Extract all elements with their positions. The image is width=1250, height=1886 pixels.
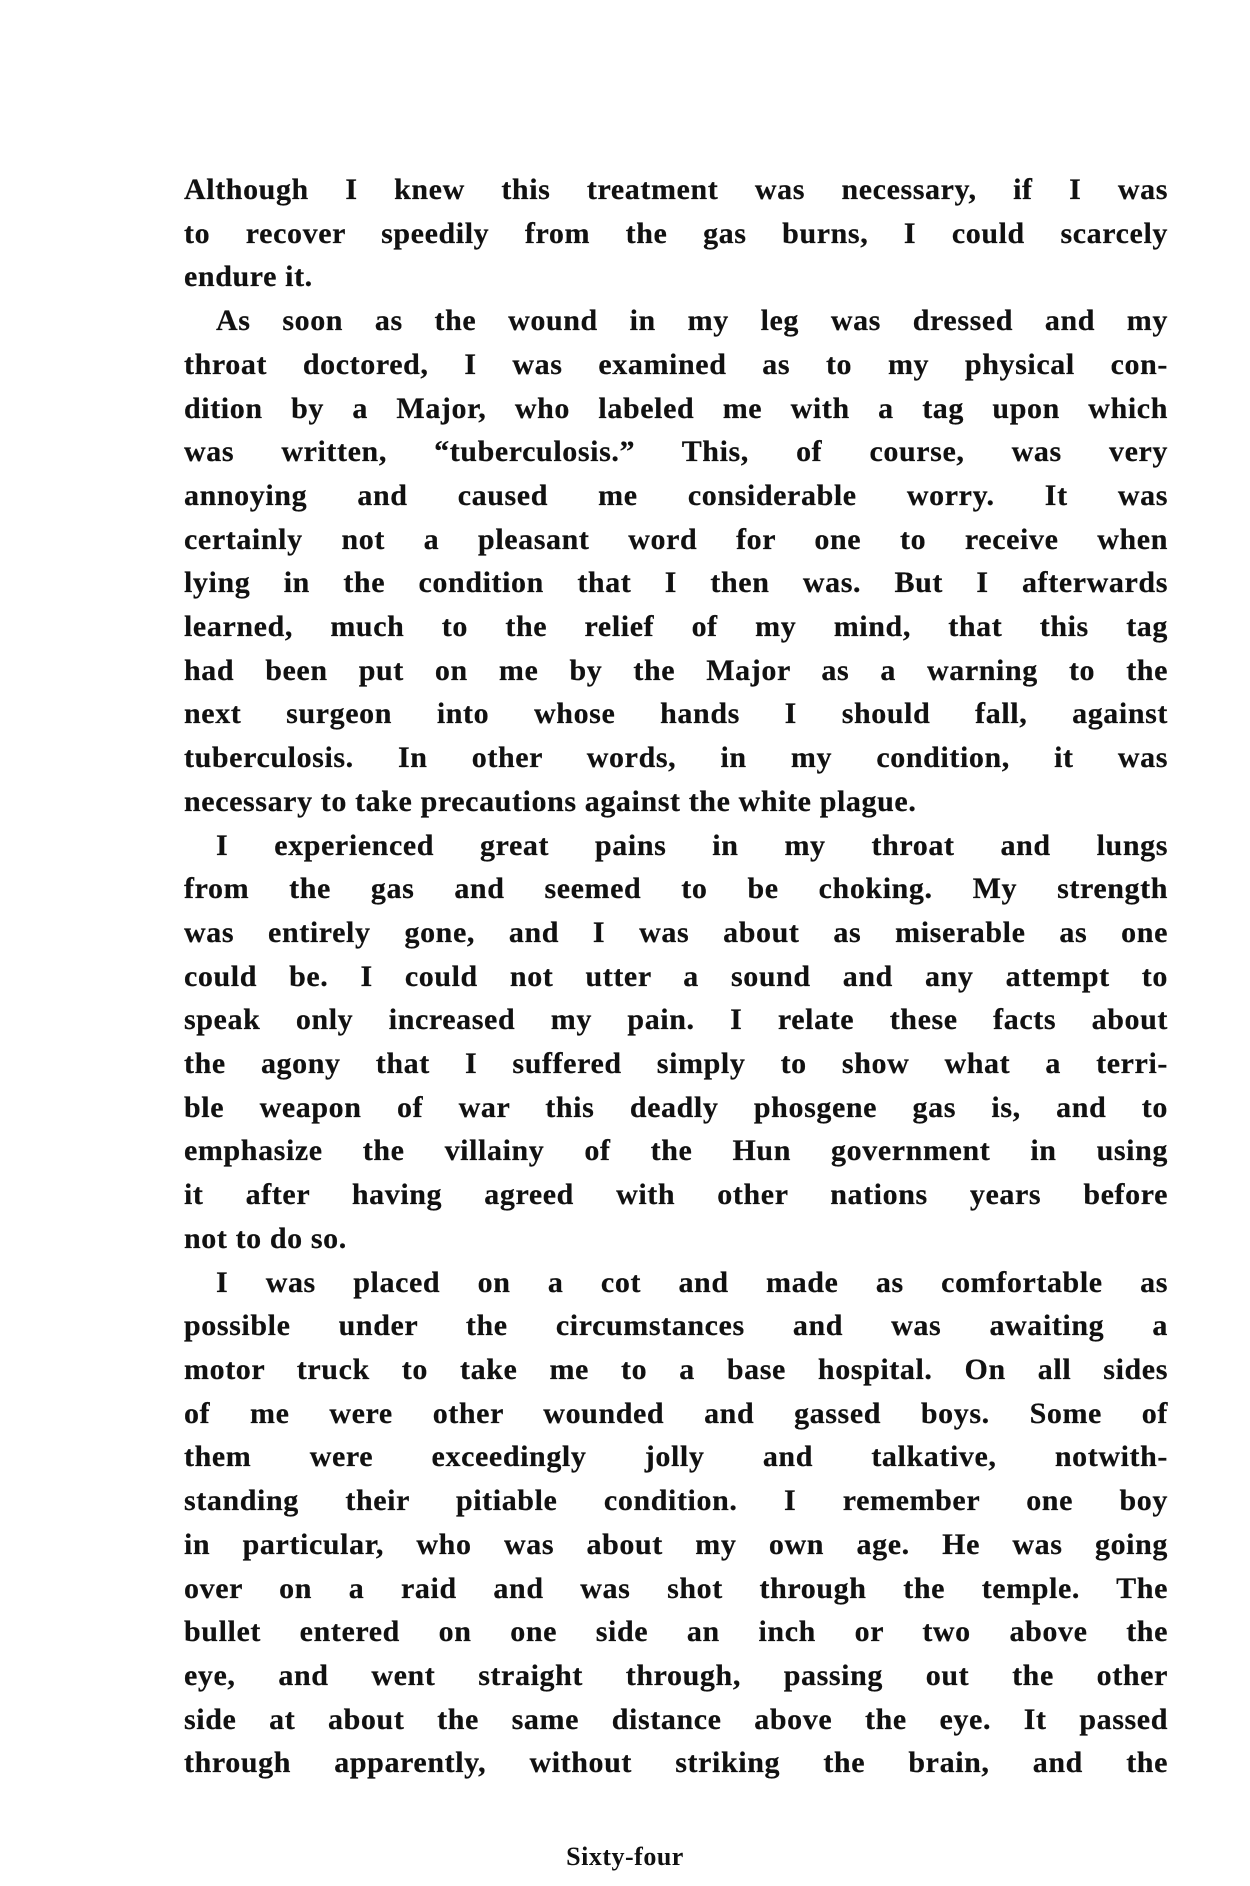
text-line: necessary to take precautions against the white plague.	[184, 784, 917, 818]
text-line: next surgeon into whose hands I should fall, against	[184, 697, 1168, 731]
text-line: had been put on me by the Major as a warning to the	[184, 653, 1168, 687]
paragraph	[184, 168, 1168, 299]
text-line: annoying and caused me considerable worry. It was	[184, 478, 1168, 512]
text-line: it after having agreed with other nations years before	[184, 1178, 1168, 1212]
text-line: dition by a Major, who labeled me with a tag upon which	[184, 391, 1168, 425]
text-line: ble weapon of war this deadly phosgene gas is, and to	[184, 1090, 1168, 1124]
text-line: eye, and went straight through, passing out the other	[184, 1658, 1168, 1692]
text-line: of me were other wounded and gassed boys. Some of	[184, 1396, 1168, 1430]
text-line: bullet entered on one side an inch or two above the	[184, 1615, 1168, 1649]
text-line: standing their pitiable condition. I remember one boy	[184, 1484, 1168, 1518]
text-line: to recover speedily from the gas burns, I could scarcely	[184, 216, 1168, 250]
text-line: was entirely gone, and I was about as miserable as one	[184, 915, 1168, 949]
page-number: Sixty-four	[566, 1842, 684, 1871]
text-line: lying in the condition that I then was. But I afterwards	[184, 566, 1168, 600]
text-line: speak only increased my pain. I relate these facts about	[184, 1003, 1168, 1037]
text-line: learned, much to the relief of my mind, that this tag	[184, 610, 1168, 644]
text-line: not to do so.	[184, 1221, 347, 1255]
text-line: certainly not a pleasant word for one to receive when	[184, 522, 1168, 556]
paragraph	[184, 1261, 1168, 1785]
text-line: over on a raid and was shot through the temple. The	[184, 1571, 1168, 1605]
text-line: could be. I could not utter a sound and any attempt to	[184, 959, 1168, 993]
text-line: was written, “tuberculosis.” This, of course, was very	[184, 435, 1168, 469]
text-line: possible under the circumstances and was awaiting a	[184, 1309, 1168, 1343]
text-line: throat doctored, I was examined as to my physical con-	[184, 347, 1168, 381]
paragraph	[184, 299, 1168, 823]
text-line: endure it.	[184, 260, 313, 294]
text-line: side at about the same distance above the eye. It passed	[184, 1702, 1168, 1736]
text-line: in particular, who was about my own age. He was going	[184, 1527, 1168, 1561]
text-line: emphasize the villainy of the Hun government in using	[184, 1134, 1168, 1168]
text-line: them were exceedingly jolly and talkative, notwith-	[184, 1440, 1168, 1474]
text-line: tuberculosis. In other words, in my condition, it was	[184, 741, 1168, 775]
text-line: the agony that I suffered simply to show what a terri-	[184, 1047, 1168, 1081]
text-line: I experienced great pains in my throat and lungs	[216, 828, 1168, 862]
paragraph	[184, 824, 1168, 1261]
text-line: motor truck to take me to a base hospital. On all sides	[184, 1352, 1168, 1386]
text-line: As soon as the wound in my leg was dressed and my	[216, 304, 1168, 338]
page-body	[184, 168, 1168, 1785]
text-line: I was placed on a cot and made as comfortable as	[216, 1265, 1168, 1299]
text-line: from the gas and seemed to be choking. My strength	[184, 872, 1168, 906]
text-line: through apparently, without striking the brain, and the	[184, 1746, 1168, 1780]
text-line: Although I knew this treatment was necessary, if I was	[184, 173, 1168, 206]
